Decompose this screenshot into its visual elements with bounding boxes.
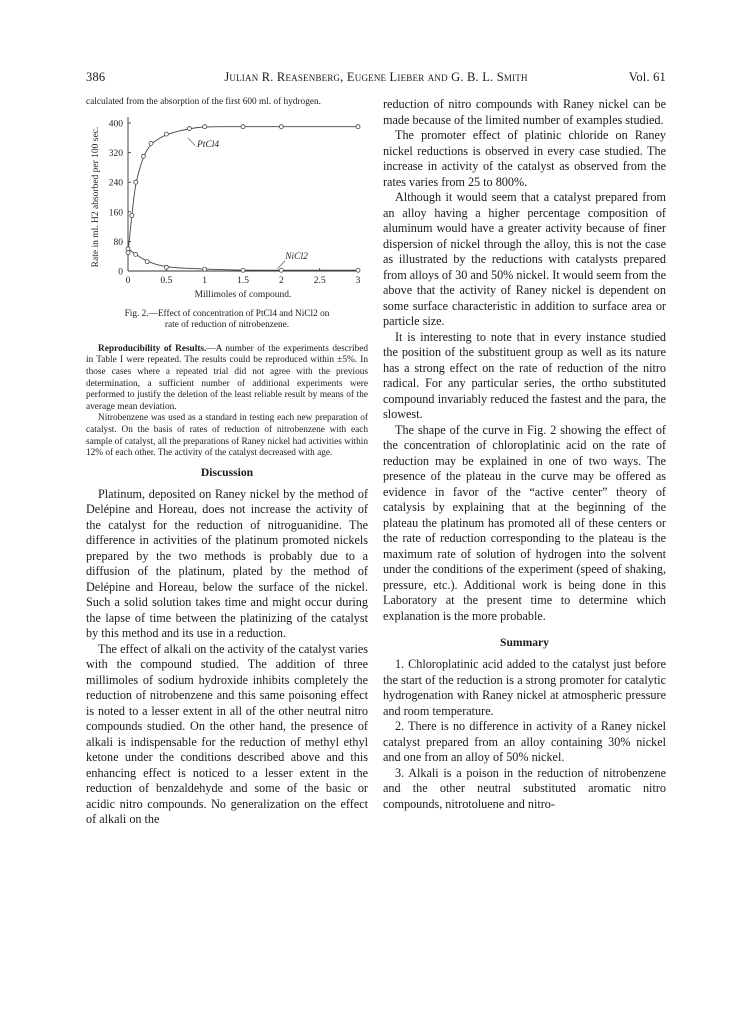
nitrobenzene-paragraph: Nitrobenzene was used as a standard in testing each new preparation of catalyst. On the basis of rates of reduction of nitrobenzene with each sample of catalyst, all the preparations of Raney nickel had activities within 12% of each other. The activity of the catalyst decreased with age. xyxy=(86,413,368,459)
right-paragraph-1: reduction of nitro compounds with Raney nickel can be made because of the limited number of examples studied. xyxy=(383,97,666,127)
summary-item-1: 1. Chloroplatinic acid added to the catalyst just before the start of the reduction is a strong promoter for catalytic hydrogenation with Raney nickel at atmospheric pressure and room temperature. xyxy=(383,657,666,718)
data-point-NiCl2 xyxy=(134,252,138,256)
x-tick-label: 0.5 xyxy=(160,275,173,286)
x-tick-label: 2.5 xyxy=(313,275,326,286)
x-axis-label: Millimoles of compound. xyxy=(194,289,292,300)
data-point-NiCl2 xyxy=(279,268,283,272)
data-point-PtCl4 xyxy=(356,124,360,128)
left-column xyxy=(86,97,368,828)
data-point-PtCl4 xyxy=(241,124,245,128)
summary-item-3: 3. Alkali is a poison in the reduction of nitrobenzene and the other neutral substituted aromatic nitro compounds, nitrotoluene and nitro- xyxy=(383,765,666,811)
reproducibility-paragraph xyxy=(86,344,368,414)
y-tick-label: 160 xyxy=(108,207,123,218)
data-point-NiCl2 xyxy=(145,259,149,263)
series-label-PtCl4: PtCl4 xyxy=(197,139,220,150)
x-tick-label: 1.5 xyxy=(237,275,249,286)
discussion-paragraph-2: The effect of alkali on the activity of the catalyst varies with the compound studied. The addition of three millimoles of sodium hydroxide inhibits completely the reduction of nitrobenzene and this same poisoning effect is noted to a lesser extent in all of the other neutral nitro compounds studied. On the other hand, the presence of alkali is indispensable for the reduction of methyl ethyl ketone under the conditions described above and this enhancing effect is noticed to a lesser extent in the reduction of benzaldehyde and some of the basic or acidic nitro compounds. No generalization on the effect of alkali on the xyxy=(86,641,368,827)
x-tick-label: 2 xyxy=(278,275,284,286)
figure-2 xyxy=(86,113,368,309)
x-tick-label: 0 xyxy=(125,275,131,286)
data-point-PtCl4 xyxy=(141,154,145,158)
x-tick-label: 1 xyxy=(202,275,208,286)
volume-label: Vol. 61 xyxy=(628,70,666,84)
data-point-PtCl4 xyxy=(130,213,134,217)
summary-item-2: 2. There is no difference in activity of a Raney nickel catalyst prepared from an alloy containing 30% nickel and one from an alloy of 50% nickel. xyxy=(383,719,666,764)
right-paragraph-5: The shape of the curve in Fig. 2 showing the effect of the concentration of chloroplatinic acid on the rate of reduction may be explained in one of two ways. The presence of the plateau in the curve may be offered as evidence in favor of the “active center” theory of catalysis by explaining that at the beginning of the plateau the platinum has promoted all of these centers or the rate of reduction corresponding to the plateau is the maximum rate of solution of hydrogen into the solvent under the conditions of the experiment (speed of shaking, pressure, etc.). Additional work is being done in this Laboratory at the present time to determine which explanation is the more probable. xyxy=(383,422,666,623)
right-paragraph-3: Although it would seem that a catalyst prepared from an alloy having a higher percentage composition of aluminum would have a greater activity because of finer dispersion of nickel through the alloy, this is not the case as illustrated by the reductions with catalysts prepared from alloys of 30 and 50% nickel. It would seem from the above that the activity of Raney nickel is dependent on some surface characteristic in addition to surface area or particle size. xyxy=(383,190,666,328)
figure-caption-line2: rate of reduction of nitrobenzene. xyxy=(164,320,290,331)
reproducibility-text: —A number of the experiments described in Table I were repeated. The results could be reproduced within ±5%. In those cases where a repeated trial did not agree with the previous determination, a sufficient number of additional experiments were performed to justify the deletion of the least reliable result by means of the average mean deviation. xyxy=(86,343,368,412)
reproducibility-heading: Reproducibility of Results. xyxy=(98,343,207,354)
right-paragraph-4: It is interesting to note that in every instance studied the position of the substituent group as well as its nature has a strong effect on the rate of reduction of the nitro radical. For any particular series, the ortho substituted compound invariably reduced the fastest and the para, the slowest. xyxy=(383,329,666,421)
page-number: 386 xyxy=(86,70,106,84)
y-tick-label: 0 xyxy=(118,267,123,278)
series-label-leader-NiCl2 xyxy=(278,260,286,268)
data-point-PtCl4 xyxy=(203,124,207,128)
data-point-NiCl2 xyxy=(203,267,207,271)
right-paragraph-2: The promoter effect of platinic chloride on Raney nickel reductions is observed in every case studied. The increase in activity of the catalyst as observed from the rates varies from 25 to 800%. xyxy=(383,128,666,189)
series-line-PtCl4 xyxy=(128,126,358,252)
intro-text: calculated from the absorption of the first 600 ml. of hydrogen. xyxy=(86,97,321,107)
y-tick-label: 400 xyxy=(108,119,123,130)
running-header xyxy=(86,70,666,86)
y-tick-label: 80 xyxy=(113,237,123,248)
x-tick-label: 3 xyxy=(355,275,361,286)
data-point-PtCl4 xyxy=(187,126,191,130)
data-point-NiCl2 xyxy=(164,265,168,269)
data-point-PtCl4 xyxy=(134,180,138,184)
series-label-leader-PtCl4 xyxy=(188,137,196,145)
y-tick-label: 320 xyxy=(108,148,123,159)
series-label-NiCl2: NiCl2 xyxy=(285,251,308,262)
discussion-heading: Discussion xyxy=(200,465,254,479)
data-point-PtCl4 xyxy=(279,124,283,128)
figure-caption-line1: Fig. 2.—Effect of concentration of PtCl4 and NiCl2 on xyxy=(124,308,330,319)
data-point-NiCl2 xyxy=(126,246,130,250)
data-point-PtCl4 xyxy=(164,132,168,136)
data-point-PtCl4 xyxy=(149,141,153,145)
running-authors: Julian R. Reasenberg, Eugene Lieber and G. B. L. Smith xyxy=(224,70,528,84)
series-line-NiCl2 xyxy=(128,248,358,269)
rate-chart xyxy=(86,113,368,309)
right-column xyxy=(383,97,666,812)
y-tick-label: 240 xyxy=(108,178,123,189)
data-point-NiCl2 xyxy=(241,268,245,272)
data-point-NiCl2 xyxy=(356,268,360,272)
y-axis-label: Rate in ml. H2 absorbed per 100 sec. xyxy=(91,126,101,267)
summary-heading: Summary xyxy=(500,636,549,649)
discussion-paragraph-1: Platinum, deposited on Raney nickel by the method of Delépine and Horeau, does not increase the activity of the catalyst for the reduction of nitroguanidine. The difference in activities of the platinum promoted nickels prepared by the two methods is probably due to a diffusion of the platinum, plated by the method of Delépine and Horeau, below the surface of the nickel. Such a solid solution takes time and might occur during the lapse of time between the platinizing of the catalyst by this method and its use in a reduction. xyxy=(86,486,368,641)
